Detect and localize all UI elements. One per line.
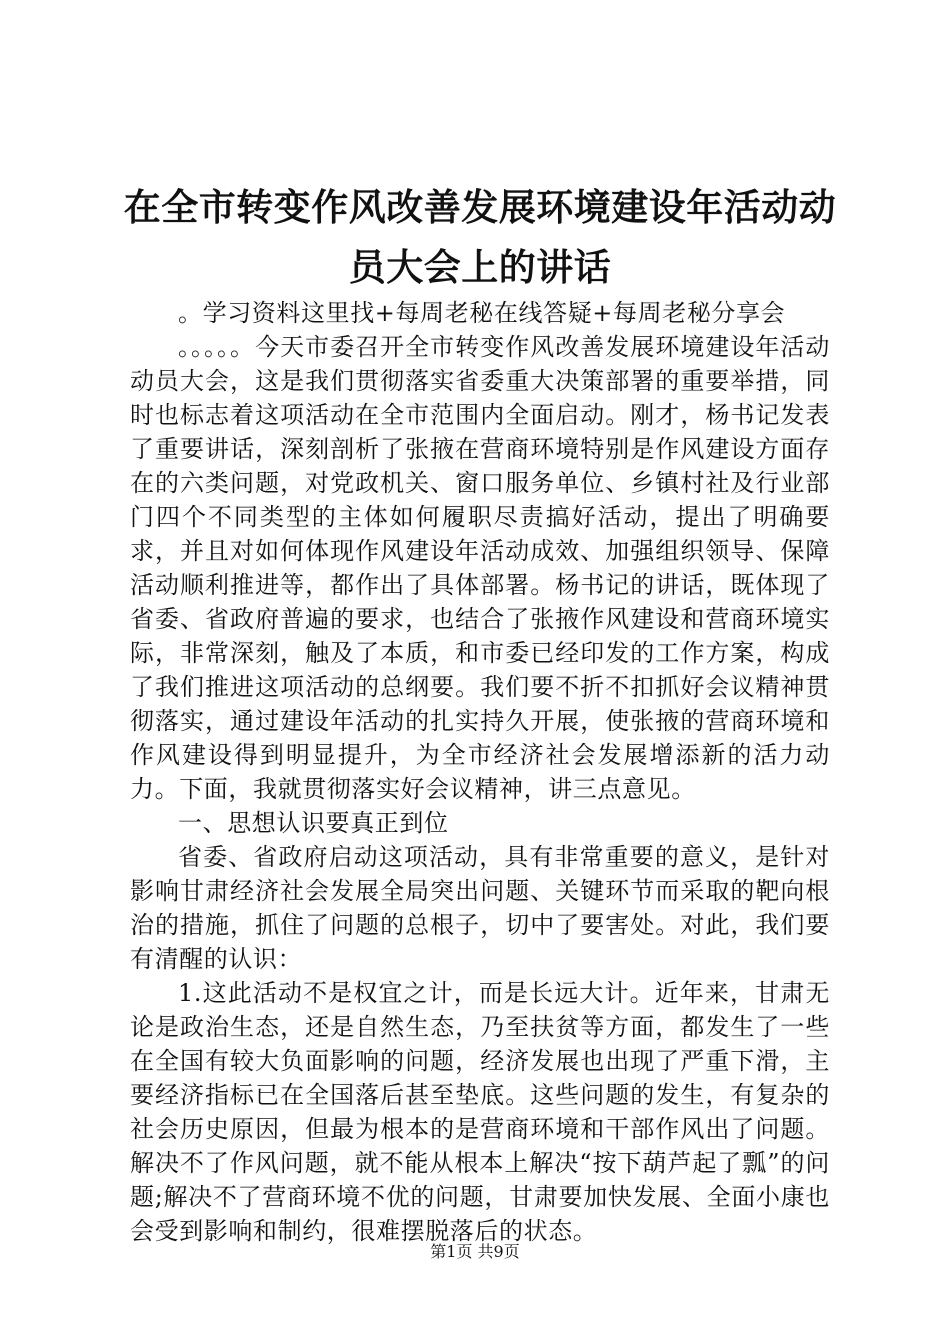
- intro-line: 。学习资料这里找+每周老秘在线答疑+每周老秘分享会: [178, 299, 786, 327]
- page-number-footer: 第1页 共9页: [430, 1242, 520, 1261]
- opening-paragraph: 。。。。。今天市委召开全市转变作风改善发展环境建设年活动动员大会，这是我们贯彻落实省委重大决策部署的重要举措，同时也标志着这项活动在全市范围内全面启动。刚才，杨书记发表了重要讲话，深刻剖析了张掖在营商环境特别是作风建设方面存在的六类问题，对党政机关、窗口服务单位、乡镇村社及行业部门四个不同类型的主体如何履职尽责搞好活动，提出了明确要求，并且对如何体现作风建设年活动成效、加强组织领导、保障活动顺利推进等，都作出了具体部署。杨书记的讲话，既体现了省委、省政府普遍的要求，也结合了张掖作风建设和营商环境实际，非常深刻，触及了本质，和市委已经印发的工作方案，构成了我们推进这项活动的总纲要。我们要不折不扣抓好会议精神贯彻落实，通过建设年活动的扎实持久开展，使张掖的营商环境和作风建设得到明显提升，为全市经济社会发展增添新的活力动力。下面，我就贯彻落实好会议精神，讲三点意见。: [130, 333, 830, 803]
- section-heading: 一、思想认识要真正到位: [178, 809, 449, 837]
- section-paragraph: 省委、省政府启动这项活动，具有非常重要的意义，是针对影响甘肃经济社会发展全局突出问题、关键环节而采取的靶向根治的措施，抓住了问题的总根子，切中了要害处。对此，我们要有清醒的认识：: [130, 843, 830, 973]
- document-body: [130, 296, 830, 1248]
- point-paragraph: 1.这此活动不是权宜之计，而是长远大计。近年来，甘肃无论是政治生态，还是自然生态，乃至扶贫等方面，都发生了一些在全国有较大负面影响的问题，经济发展也出现了严重下滑，主要经济指标已在全国落后甚至垫底。这些问题的发生，有复杂的社会历史原因，但最为根本的是营商环境和干部作风出了问题。解决不了作风问题，就不能从根本上解决“按下葫芦起了瓢”的问题;解决不了营商环境不优的问题，甘肃要加快发展、全面小康也会受到影响和制约，很难摆脱落后的状态。: [130, 979, 830, 1245]
- document-title: 在全市转变作风改善发展环境建设年活动动员大会上的讲话: [123, 186, 837, 289]
